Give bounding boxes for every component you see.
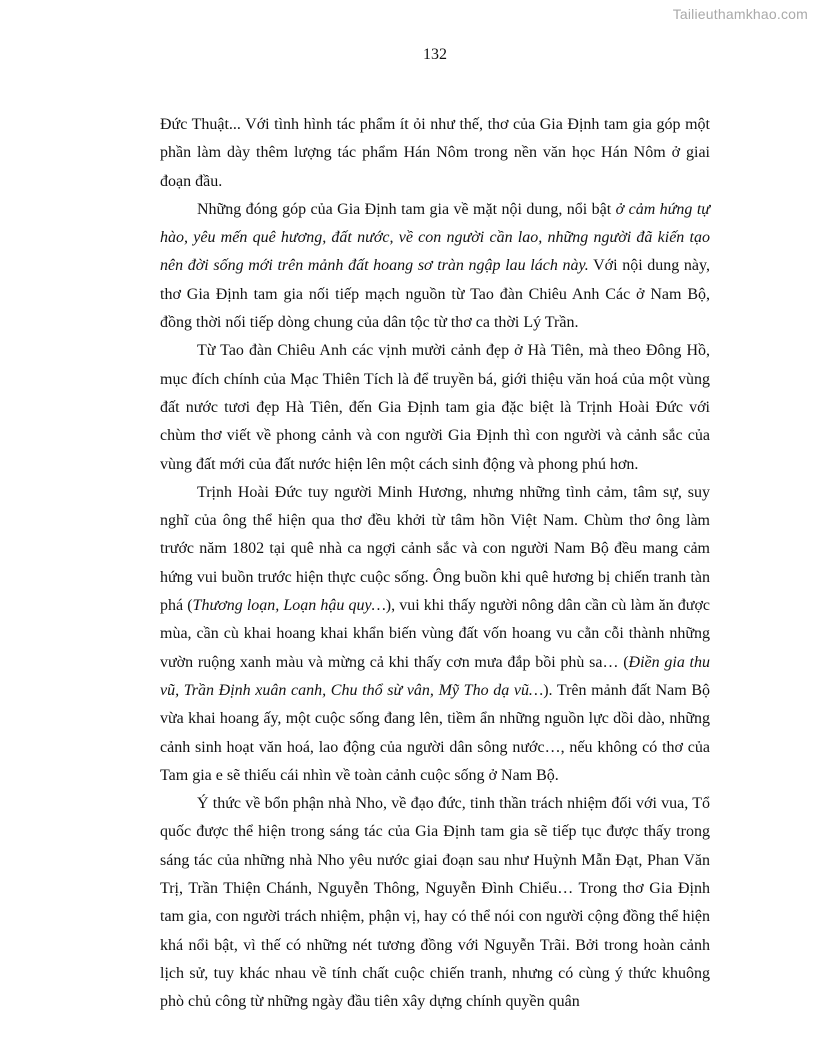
paragraph-text: ). Trên mảnh đất Nam Bộ vừa khai hoang ấy, một cuộc sống đang lên, tiềm ẩn những nguồn lực dồi dào, những cảnh sinh hoạt văn hoá, lao động của người dân sông nước…, nếu không có thơ của Tam gia e sẽ thiếu cái nhìn về toàn cảnh cuộc sống ở Nam Bộ. xyxy=(160,681,711,784)
watermark-text: Tailieuthamkhao.com xyxy=(672,6,808,22)
paragraph-text: Với nội dung này, thơ Gia Định tam gia nối tiếp mạch nguồn từ Tao đàn Chiêu Anh Các ở Nam Bộ, đồng thời nối tiếp dòng chung của dân tộc từ thơ ca thời Lý Trần. xyxy=(160,257,710,332)
paragraph-text: ), vui khi thấy người nông dân cần cù làm ăn được mùa, cần cù khai hoang khai khẩn biến vùng đất vốn hoang vu cằn cỗi thành những vườn ruộng xanh màu và mừng cả khi thấy cơn mưa đắp bồi phù sa… ( xyxy=(160,597,711,671)
body-paragraph xyxy=(160,337,710,478)
page-number: 132 xyxy=(423,46,447,63)
italic-text: ở cảm hứng tự hào, yêu mến quê hương, đất nước, về con người cần lao, những người đã kiến tạo nên đời sống mới trên mảnh đất hoang sơ tràn ngập lau lách này. xyxy=(160,200,711,275)
paragraph-text: Ý thức về bổn phận nhà Nho, về đạo đức, tinh thần trách nhiệm đối với vua, Tổ quốc được thể hiện trong sáng tác của Gia Định tam gia sẽ tiếp tục được thấy trong sáng tác của những nhà Nho yêu nước giai đoạn sau như Huỳnh Mẫn Đạt, Phan Văn Trị, Trần Thiện Chánh, Nguyễn Thông, Nguyễn Đình Chiểu… Trong thơ Gia Định tam gia, con người trách nhiệm, phận vị, hay có thể nói con người cộng đồng thể hiện khá nổi bật, vì thế có những nét tương đồng với Nguyễn Trãi. Bởi trong hoàn cảnh lịch sử, tuy khác nhau về tính chất cuộc chiến tranh, nhưng có cùng ý thức khuông phò chủ công từ những ngày đầu tiên xây dựng chính quyền quân xyxy=(160,795,710,1011)
document-body xyxy=(160,111,710,1017)
paragraph-text: Những đóng góp của Gia Định tam gia về mặt nội dung, nổi bật xyxy=(197,200,616,218)
paragraph-text: Từ Tao đàn Chiêu Anh các vịnh mười cảnh đẹp ở Hà Tiên, mà theo Đông Hồ, mục đích chính của Mạc Thiên Tích là để truyền bá, giới thiệu văn hoá của một vùng đất nước tươi đẹp Hà Tiên, đến Gia Định tam gia đặc biệt là Trịnh Hoài Đức với chùm thơ viết về phong cảnh và con người Gia Định thì con người và cảnh sắc của vùng đất mới của đất nước hiện lên một cách sinh động và phong phú hơn. xyxy=(160,342,710,473)
paragraph-text: Đức Thuật... Với tình hình tác phẩm ít ỏi như thế, thơ của Gia Định tam gia góp một phần làm dày thêm lượng tác phẩm Hán Nôm trong nền văn học Hán Nôm ở giai đoạn đầu. xyxy=(160,116,710,190)
italic-text: Điền gia thu vũ, Trần Định xuân canh, Chu thổ sừ vân, Mỹ Tho dạ vũ… xyxy=(160,653,710,699)
body-paragraph xyxy=(160,111,710,196)
body-paragraph xyxy=(160,790,710,1016)
paragraph-text: Trịnh Hoài Đức tuy người Minh Hương, nhưng những tình cảm, tâm sự, suy nghĩ của ông thể hiện qua thơ đều khởi từ tâm hồn Việt Nam. Chùm thơ ông làm trước năm 1802 tại quê nhà ca ngợi cảnh sắc và con người Nam Bộ đều mang cảm hứng vui buồn trước hiện thực cuộc sống. Ông buồn khi quê hương bị chiến tranh tàn phá ( xyxy=(160,483,710,615)
body-paragraph xyxy=(160,479,710,790)
italic-text: Thương loạn, Loạn hậu quy… xyxy=(192,597,386,615)
body-paragraph xyxy=(160,196,710,337)
